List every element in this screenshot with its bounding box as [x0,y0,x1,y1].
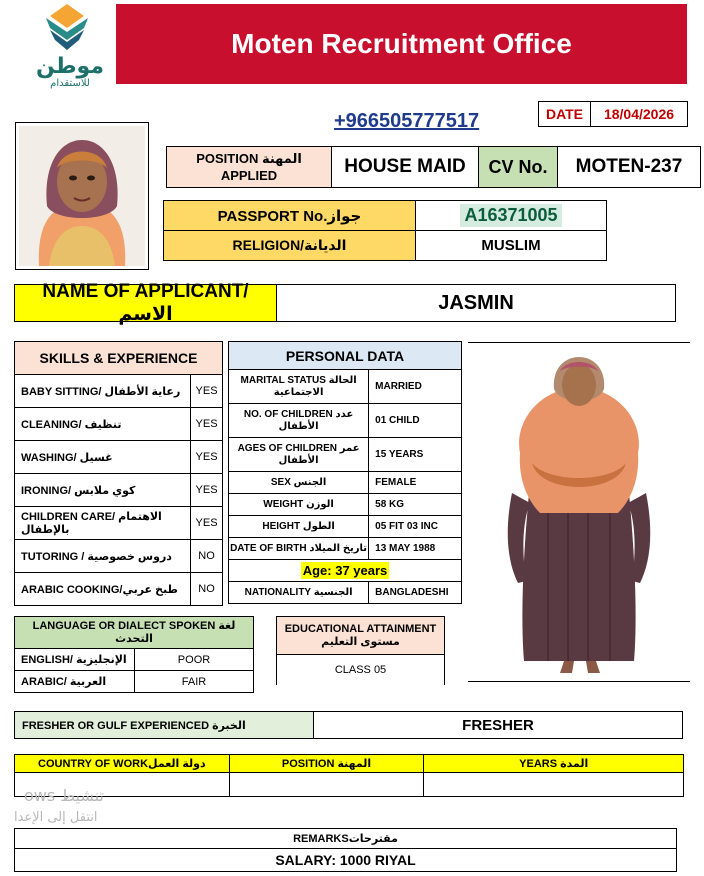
applicant-name-label: NAME OF APPLICANT/ الاسم [14,284,277,322]
skill-label: CLEANING/ تنظيف [15,408,191,441]
personal-value: 05 FIT 03 INC [369,516,462,538]
experience-label: FRESHER OR GULF EXPERIENCED الخبرة [14,711,314,739]
language-table [14,616,254,693]
table-row [15,573,223,606]
table-row [229,494,462,516]
logo-arabic-text: موطن [36,54,104,79]
position-label: POSITION المهنة APPLIED [166,146,332,188]
experience-value: FRESHER [313,711,683,739]
age-value: Age: 37 years [302,563,388,578]
skill-value: YES [191,441,223,474]
skill-label: IRONING/ كوي ملابس [15,474,191,507]
skill-label: WASHING/ غسيل [15,441,191,474]
personal-data-table [228,341,462,604]
table-row [15,773,684,797]
language-title: LANGUAGE OR DIALECT SPOKEN لغة التحدث [15,617,254,649]
skill-value: YES [191,375,223,408]
language-value: POOR [135,649,254,671]
skill-label: CHILDREN CARE/ الاهتمام بالإطفال [15,507,191,540]
skill-value: NO [191,540,223,573]
personal-value: 15 YEARS [369,438,462,472]
skill-label: TUTORING / دروس خصوصية [15,540,191,573]
position-header: POSITION المهنة [229,755,424,773]
table-row [229,472,462,494]
personal-label: MARITAL STATUS الحالة الاجتماعية [229,370,369,404]
logo-subtitle: للاستقدام [50,78,90,89]
work-years-cell [424,773,684,797]
skill-value: NO [191,573,223,606]
personal-data-title: PERSONAL DATA [229,342,462,370]
education-title: EDUCATIONAL ATTAINMENT مستوى التعليم [277,617,445,655]
table-row [229,516,462,538]
skill-label: ARABIC COOKING/طبخ عربي [15,573,191,606]
date-value: 18/04/2026 [590,101,688,127]
salary-value: SALARY: 1000 RIYAL [14,848,677,872]
skill-value: YES [191,507,223,540]
personal-label: NO. OF CHILDREN عدد الأطفال [229,404,369,438]
table-row [15,649,254,671]
phone-number: +966505777517 [334,110,480,132]
skill-value: YES [191,408,223,441]
cv-number-value: MOTEN-237 [557,146,701,188]
personal-label: AGES OF CHILDREN عمر الأطفال [229,438,369,472]
language-label: ENGLISH/ الإنجليزية [15,649,135,671]
personal-label: WEIGHT الوزن [229,494,369,516]
table-row [229,538,462,560]
table-row [15,408,223,441]
table-row [15,375,223,408]
personal-label: DATE OF BIRTH تاريخ الميلاد [229,538,369,560]
personal-value: FEMALE [369,472,462,494]
personal-value: MARRIED [369,370,462,404]
passport-value: A16371005 [460,204,561,227]
personal-label: HEIGHT الطول [229,516,369,538]
skills-table [14,341,223,606]
skill-label: BABY SITTING/ رعاية الأطفال [15,375,191,408]
education-value: CLASS 05 [277,655,445,685]
applicant-full-body-photo [468,342,690,682]
position-value: HOUSE MAID [331,146,479,188]
table-row [15,507,223,540]
skill-value: YES [191,474,223,507]
personal-value: 13 MAY 1988 [369,538,462,560]
language-value: FAIR [135,671,254,693]
skills-title: SKILLS & EXPERIENCE [15,342,223,375]
date-label: DATE [538,101,591,127]
work-history-table [14,754,684,797]
table-row [15,474,223,507]
office-title: Moten Recruitment Office [116,4,687,84]
applicant-portrait-photo [15,122,149,270]
years-header: YEARS المدة [424,755,684,773]
activation-watermark-line1: ows تنشيط [24,786,104,805]
table-row [15,441,223,474]
cv-number-label: CV No. [478,146,558,188]
education-table [276,616,445,685]
country-of-work-header: COUNTRY OF WORKدولة العمل [15,755,230,773]
table-row [229,404,462,438]
passport-label: PASSPORT No.جواز [163,200,416,231]
religion-label: RELIGION/الديانة [163,230,416,261]
language-label: ARABIC/ العربية [15,671,135,693]
nationality-value: BANGLADESHI [369,582,462,604]
personal-value: 01 CHILD [369,404,462,438]
table-row [229,438,462,472]
personal-value: 58 KG [369,494,462,516]
passport-value-cell [415,200,607,231]
work-position-cell [229,773,424,797]
activation-watermark-line2: انتقل إلى الإعدا [14,810,98,825]
table-row [229,560,462,582]
table-row [229,582,462,604]
remarks-label: REMARKSمقترحات [14,828,677,849]
table-row [229,370,462,404]
personal-label: SEX الجنس [229,472,369,494]
table-row [15,540,223,573]
applicant-name-value: JASMIN [276,284,676,322]
nationality-label: NATIONALITY الجنسية [229,582,369,604]
age-cell [229,560,462,582]
table-row [15,671,254,693]
religion-value: MUSLIM [415,230,607,261]
